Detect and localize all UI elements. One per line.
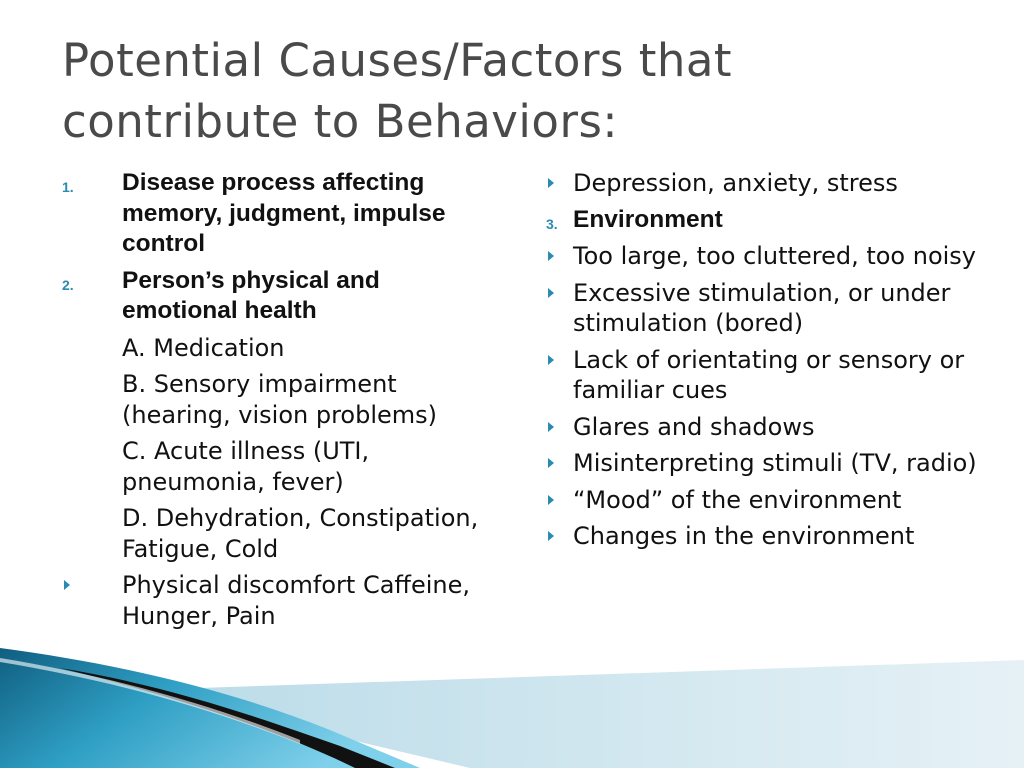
slide-title: Potential Causes/Factors that contribute to Behaviors: [62, 34, 733, 148]
bullet-item [62, 570, 502, 631]
numbered-item [62, 168, 502, 260]
bullet-item [546, 278, 986, 339]
arrow-bullet-icon [548, 422, 554, 432]
numbered-item [62, 266, 502, 327]
bullet-item [546, 241, 986, 272]
item-text: B. Sensory impairment (hearing, vision problems) [122, 370, 438, 429]
item-text: C. Acute illness (UTI, pneumonia, fever) [122, 437, 370, 496]
item-text: Excessive stimulation, or under stimulation (bored) [573, 278, 951, 337]
item-text: Depression, anxiety, stress [573, 169, 898, 197]
sub-item [62, 333, 502, 364]
item-text: Misinterpreting stimuli (TV, radio) [573, 449, 977, 477]
item-text: Disease process affecting memory, judgment, impulse control [122, 169, 446, 257]
item-text: Person’s physical and emotional health [122, 266, 380, 324]
item-text: “Mood” of the environment [573, 485, 902, 514]
arrow-bullet-icon [548, 251, 554, 261]
item-text: Too large, too cluttered, too noisy [573, 242, 976, 270]
arrow-bullet-icon [548, 355, 554, 365]
sub-item [62, 436, 502, 497]
bullet-item [546, 345, 986, 406]
numbered-item [546, 205, 986, 236]
arrow-bullet-icon [64, 580, 70, 590]
item-text: Environment [573, 205, 723, 233]
item-number: 2. [62, 276, 74, 293]
left-column [62, 168, 502, 637]
item-number: 1. [62, 179, 74, 195]
item-text: A. Medication [122, 333, 285, 362]
sub-item [62, 369, 502, 430]
sub-item [62, 503, 502, 564]
arrow-bullet-icon [548, 288, 554, 298]
item-text: Changes in the environment [573, 522, 915, 550]
item-text: D. Dehydration, Constipation, Fatigue, Cold [122, 504, 479, 563]
arrow-bullet-icon [548, 531, 554, 541]
item-text: Lack of orientating or sensory or familiar cues [573, 345, 965, 404]
arrow-bullet-icon [548, 458, 554, 468]
arrow-bullet-icon [548, 495, 554, 505]
bullet-item [546, 168, 986, 199]
bullet-item [546, 448, 986, 479]
right-column [546, 168, 986, 558]
bullet-item [546, 412, 986, 443]
bullet-item [546, 521, 986, 552]
item-text: Physical discomfort Caffeine, Hunger, Pain [122, 571, 470, 630]
arrow-bullet-icon [548, 178, 554, 188]
item-number: 3. [546, 215, 558, 232]
bullet-item [546, 485, 986, 516]
item-text: Glares and shadows [573, 412, 815, 441]
